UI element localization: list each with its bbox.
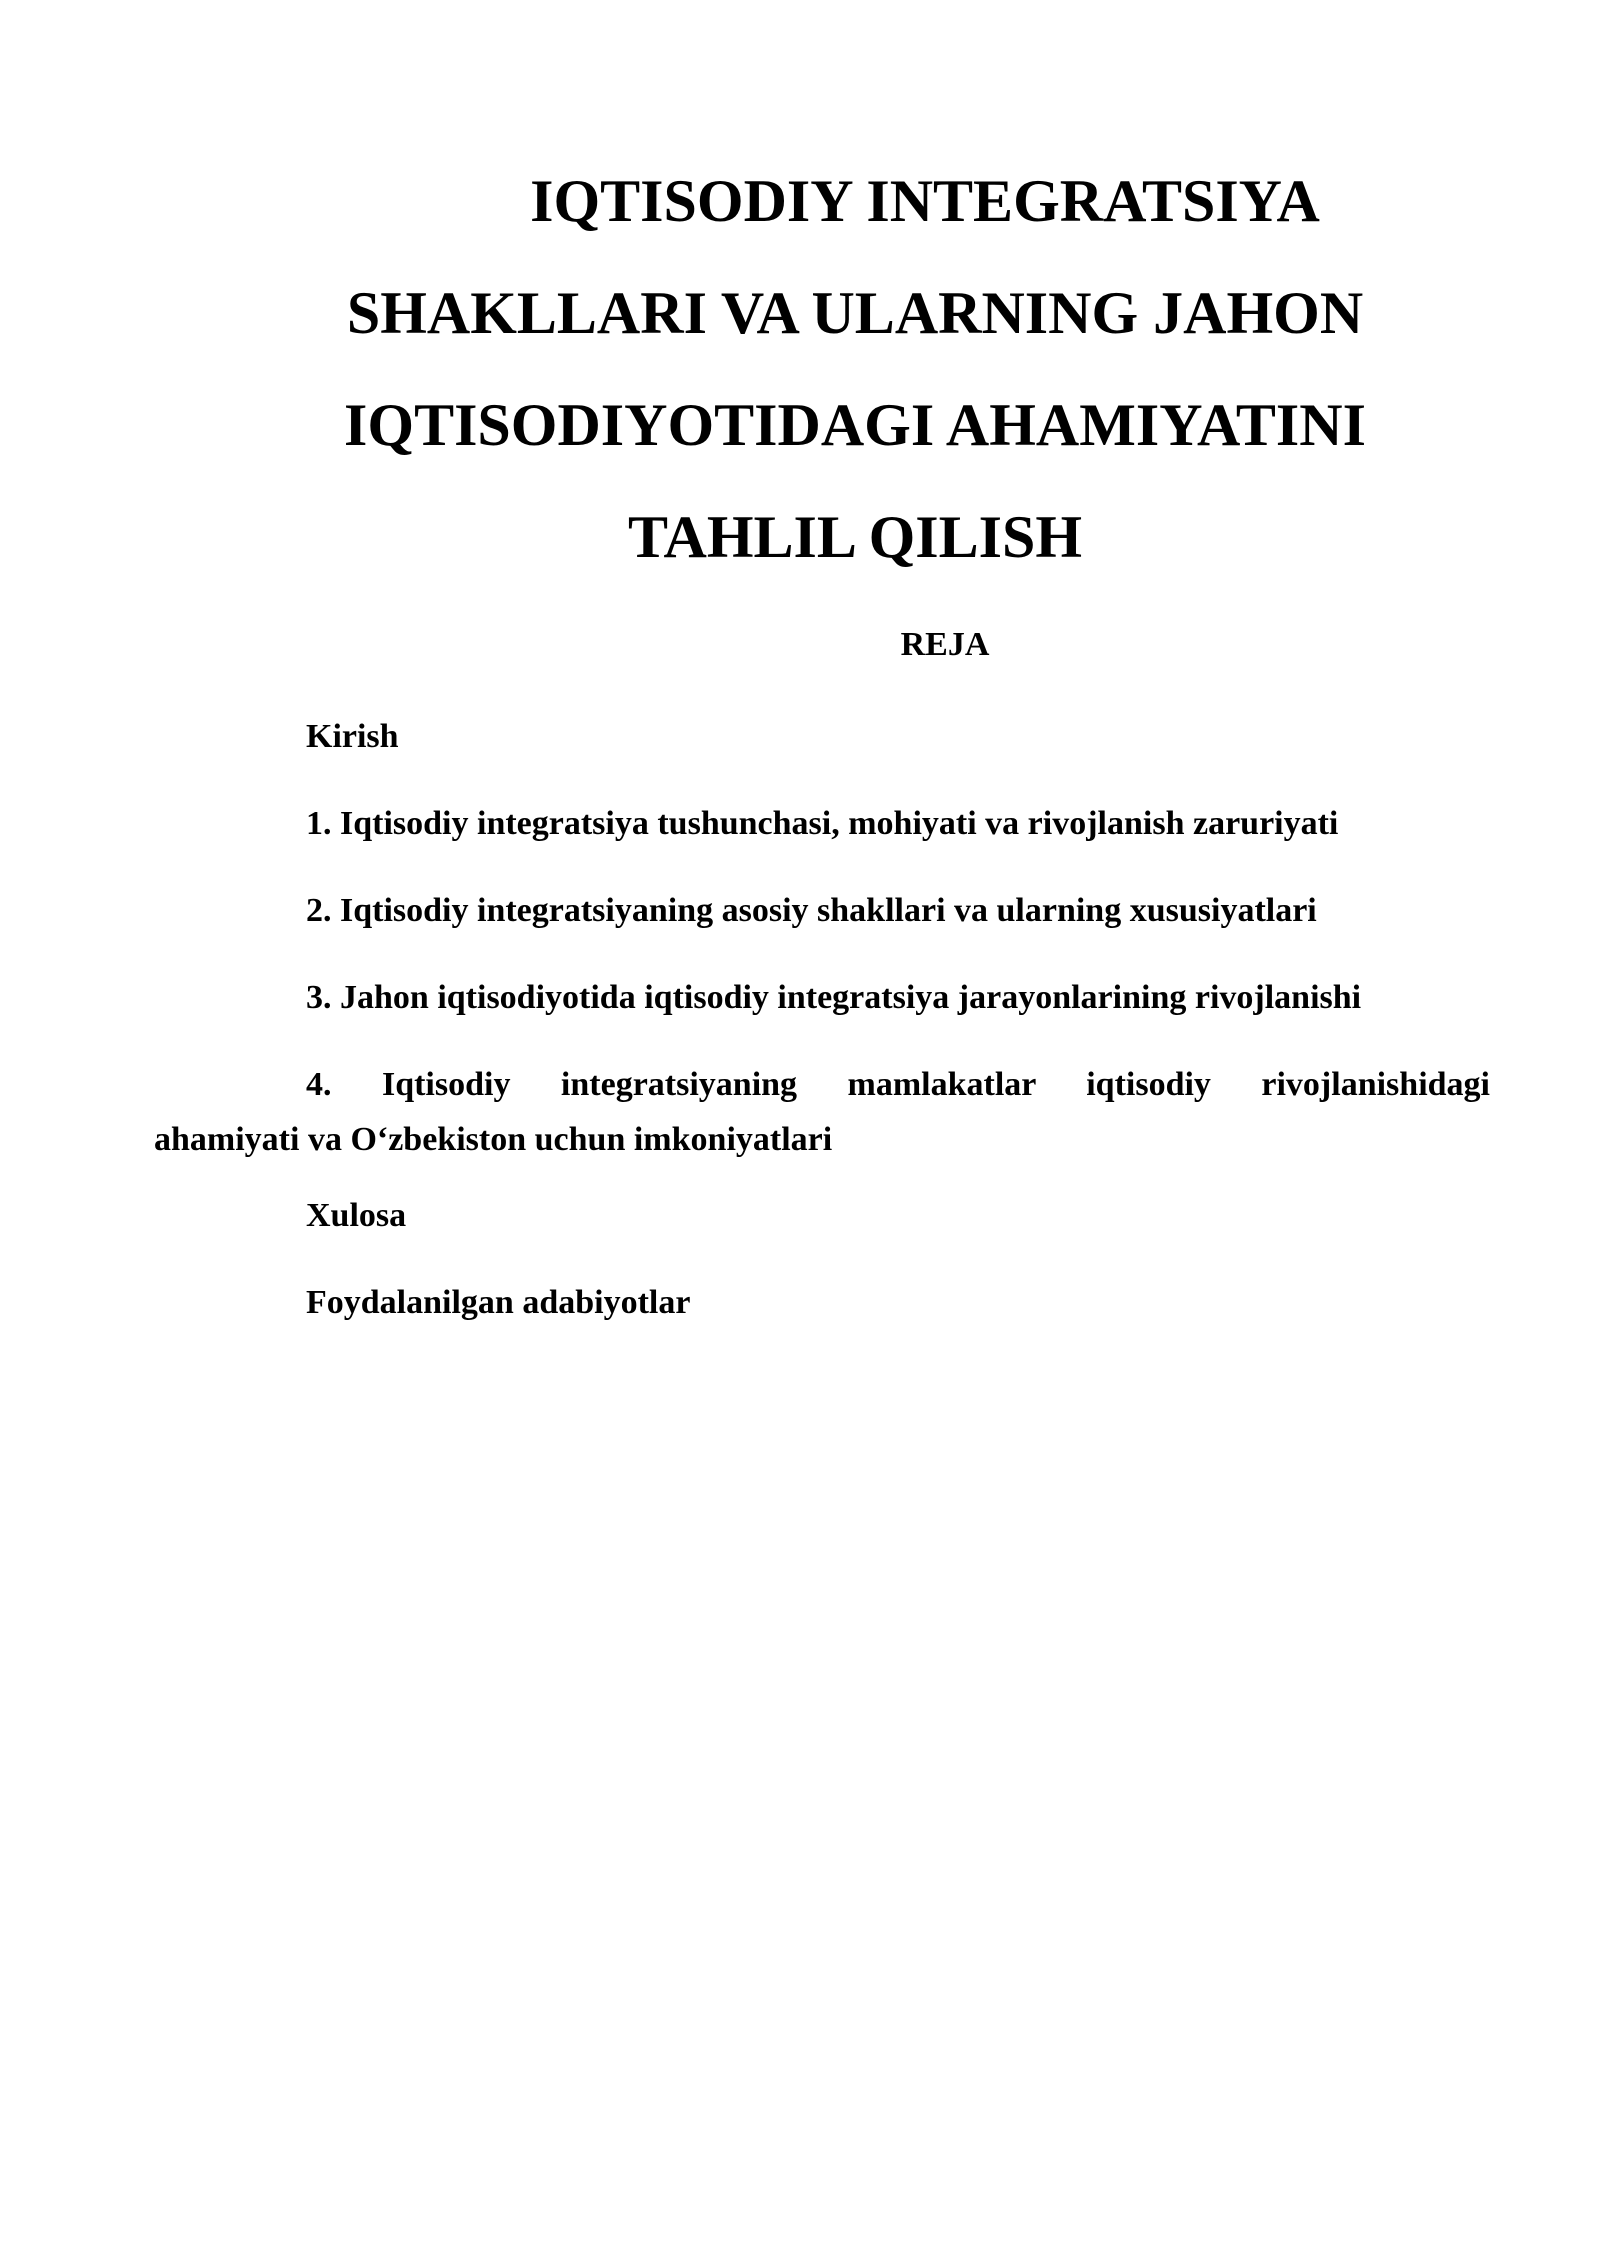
plan-item-4 (154, 1052, 1490, 1162)
plan-item-4-line-2: ahamiyati va O‘zbekiston uchun imkoniyatlari (154, 1121, 833, 1158)
plan-heading: REJA (900, 626, 990, 663)
plan-item-conclusion: Xulosa (306, 1197, 407, 1234)
title-line: IQTISODIY INTEGRATSIYA (530, 168, 1320, 234)
title-line: TAHLIL QILISH (627, 504, 1083, 570)
plan-item-4-line-1: 4. Iqtisodiy integratsiyaning mamlakatlar iqtisodiy rivojlanishidagi (306, 1066, 1490, 1103)
plan-item-3: 3. Jahon iqtisodiyotida iqtisodiy integratsiya jarayonlarining rivojlanishi (306, 979, 1362, 1016)
plan-item-references: Foydalanilgan adabiyotlar (306, 1284, 691, 1321)
title-line: SHAKLLARI VA ULARNING JAHON (346, 280, 1364, 346)
plan-item-2: 2. Iqtisodiy integratsiyaning asosiy shakllari va ularning xususiyatlari (306, 892, 1317, 929)
plan-list (154, 704, 1490, 1357)
plan-item-1: 1. Iqtisodiy integratsiya tushunchasi, mohiyati va rivojlanish zaruriyati (306, 805, 1339, 842)
title-line: IQTISODIYOTIDAGI AHAMIYATINI (344, 392, 1366, 458)
document-title (230, 145, 1480, 593)
plan-item-introduction: Kirish (306, 718, 399, 755)
